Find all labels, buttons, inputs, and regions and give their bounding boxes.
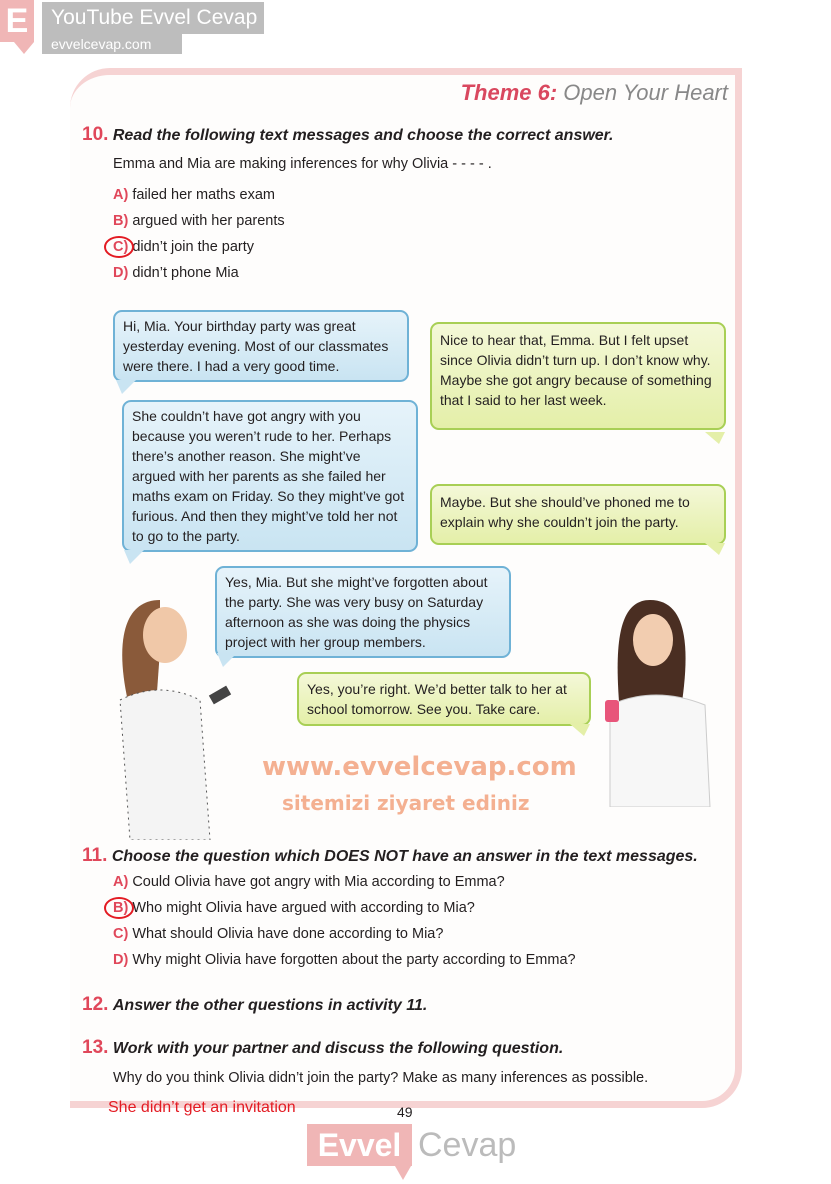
- q12-number: 12.: [82, 994, 109, 1015]
- q13-heading: [82, 1037, 563, 1059]
- theme-title: Open Your Heart: [563, 80, 728, 105]
- option-letter: A): [113, 187, 129, 203]
- watermark-url: www.evvelcevap.com: [262, 752, 577, 782]
- theme-header: [461, 80, 728, 106]
- theme-label: Theme 6:: [460, 80, 558, 105]
- q11-option-a[interactable]: [113, 874, 505, 890]
- handwritten-answer: She didn’t get an invitation: [108, 1099, 296, 1116]
- message-bubble-emma: Yes, Mia. But she might’ve forgotten about the party. She was very busy on Saturday afternoon as she was doing the physics project with her group members.: [215, 566, 511, 658]
- message-bubble-emma: Hi, Mia. Your birthday party was great yesterday evening. Most of our classmates were there. I had a very good time.: [113, 310, 409, 382]
- q11-instruction: Choose the question which DOES NOT have an answer in the text messages.: [111, 848, 698, 865]
- q10-option-a[interactable]: [113, 187, 275, 203]
- page-number: 49: [397, 1104, 413, 1120]
- option-text: What should Olivia have done according to Mia?: [132, 926, 444, 942]
- option-text: argued with her parents: [132, 213, 285, 229]
- bottom-logo-tail: [395, 1166, 411, 1180]
- message-bubble-mia: Yes, you’re right. We’d better talk to her at school tomorrow. See you. Take care.: [297, 672, 591, 726]
- option-letter: D): [113, 952, 129, 968]
- q10-instruction: Read the following text messages and choose the correct answer.: [112, 127, 614, 144]
- answer-circle-mark: [104, 897, 134, 919]
- q11-number: 11.: [82, 845, 108, 866]
- brand-logo: E: [0, 0, 34, 42]
- option-letter: C): [113, 926, 129, 942]
- q10-option-b[interactable]: [113, 213, 285, 229]
- option-text: Why might Olivia have forgotten about the party according to Emma?: [132, 952, 576, 968]
- option-letter: D): [113, 265, 129, 281]
- bubble-tail: [705, 543, 725, 555]
- option-text: Who might Olivia have argued with according to Mia?: [132, 900, 475, 916]
- option-text: didn’t phone Mia: [132, 265, 239, 281]
- option-letter: B): [113, 213, 129, 229]
- brand-logo-tail: [14, 42, 34, 54]
- answer-circle-mark: [104, 236, 134, 258]
- bubble-tail: [570, 724, 590, 736]
- q10-option-c[interactable]: [113, 239, 254, 255]
- q11-option-d[interactable]: [113, 952, 576, 968]
- q10-option-d[interactable]: [113, 265, 239, 281]
- q12-heading: [82, 994, 427, 1016]
- option-text: didn’t join the party: [132, 239, 255, 255]
- bottom-logo-evvel: Evvel: [307, 1124, 412, 1166]
- message-bubble-emma: She couldn’t have got angry with you because you weren’t rude to her. Perhaps there’s another reason. She might’ve argued with her parents as she failed her maths exam on Friday. So they might’ve got furious. And then they might’ve told her not to go to the party.: [122, 400, 418, 552]
- q10-heading: [82, 124, 613, 146]
- option-text: Could Olivia have got angry with Mia according to Emma?: [132, 874, 505, 890]
- bubble-tail: [124, 550, 144, 564]
- youtube-label: YouTube Evvel Cevap: [42, 2, 264, 34]
- q10-number: 10.: [82, 124, 109, 145]
- bubble-tail: [116, 380, 136, 394]
- q11-option-b[interactable]: [113, 900, 475, 916]
- option-letter: B): [113, 900, 129, 916]
- girl-mia-illustration: [595, 595, 725, 807]
- bottom-logo-cevap: Cevap: [418, 1126, 517, 1164]
- message-bubble-mia: Maybe. But she should’ve phoned me to explain why she couldn’t join the party.: [430, 484, 726, 545]
- message-bubble-mia: Nice to hear that, Emma. But I felt upset since Olivia didn’t turn up. I don’t know why. Maybe she got angry because of something that I said to her last week.: [430, 322, 726, 430]
- option-letter: C): [113, 239, 129, 255]
- q13-text: Why do you think Olivia didn’t join the party? Make as many inferences as possible.: [113, 1070, 649, 1086]
- site-label: evvelcevap.com: [42, 34, 182, 54]
- bubble-tail: [705, 432, 725, 444]
- girl-emma-illustration: [100, 590, 245, 840]
- q11-heading: [82, 845, 698, 867]
- q11-option-c[interactable]: [113, 926, 443, 942]
- q10-stem: Emma and Mia are making inferences for why Olivia - - - - .: [113, 156, 492, 172]
- option-text: failed her maths exam: [132, 187, 275, 203]
- q13-instruction: Work with your partner and discuss the following question.: [112, 1040, 564, 1057]
- q13-number: 13.: [82, 1037, 109, 1058]
- watermark-slogan: sitemizi ziyaret ediniz: [282, 791, 530, 815]
- q12-instruction: Answer the other questions in activity 11.: [112, 997, 428, 1014]
- option-letter: A): [113, 874, 129, 890]
